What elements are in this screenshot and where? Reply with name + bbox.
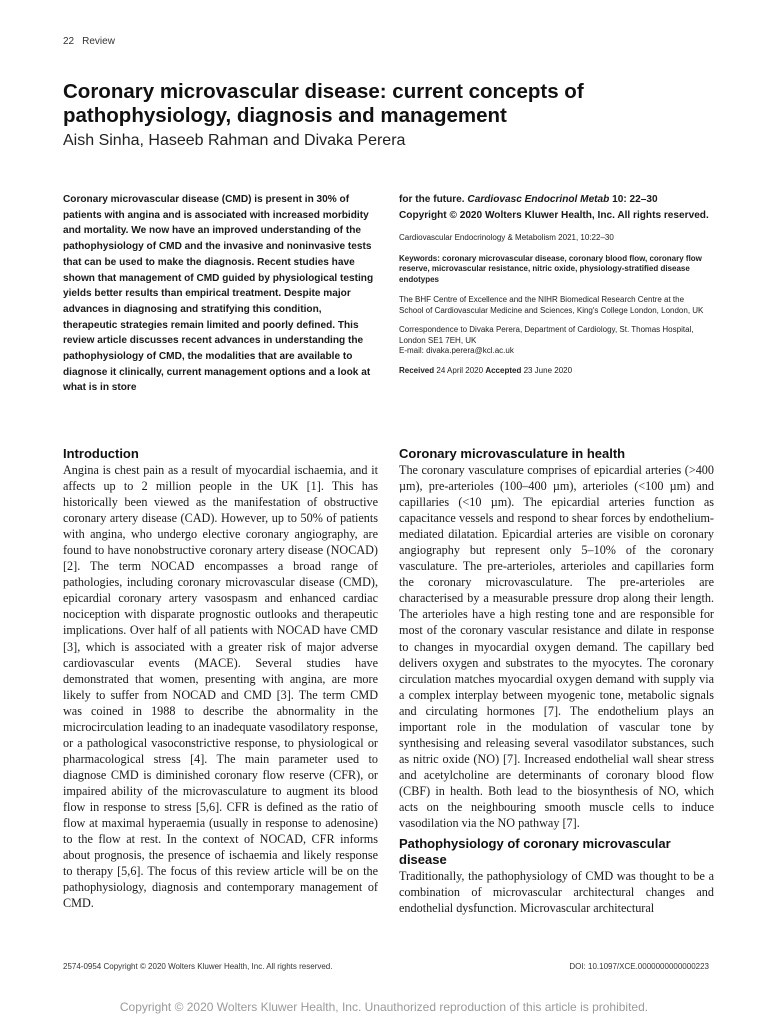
- received-date: 24 April 2020: [436, 365, 484, 375]
- abstract-copyright: Copyright © 2020 Wolters Kluwer Health, Inc. All rights reserved.: [399, 209, 709, 221]
- citation-details: 10: 22–30: [612, 194, 658, 205]
- running-header: [63, 36, 115, 47]
- page-number: 22: [63, 36, 75, 47]
- author-list: Aish Sinha, Haseeb Rahman and Divaka Perera: [63, 132, 406, 149]
- column-left: [63, 446, 378, 911]
- abstract-end: for the future.: [399, 194, 465, 205]
- article-dates: [399, 366, 709, 377]
- correspondence: [399, 325, 709, 357]
- health-text: The coronary vasculature comprises of epicardial arteries (>400 µm), pre-arterioles (100–400 µm), arterioles (<100 µm) and capillaries (<10 µm). The epicardial arteries function as capacitance vessels and respond to shear forces by endothelium-mediated dilatation. Epicardial arteries are visible on coronary angiography but represent only 5–10% of the coronary vasculature. The pre-arterioles, arterioles and capillaries form the coronary microvasculature. The pre-arterioles are characterised by a measurable pressure drop along their length. The arterioles have a high resting tone and are responsible for most of the coronary vascular resistance and dilate in response to changes in myocardial oxygen demand. The capillary bed delivers oxygen and substrates to the myocytes. The coronary circulation matches myocardial oxygen demand with supply via a complex interplay between myogenic tone, metabolic signals and circulating hormones [7]. The endothelium plays an important role in the modulation of vascular tone by synthesising and releasing several vasodilator substances, such as nitric oxide (NO) [7]. Increased endothelial wall shear stress and acetylcholine are determinants of coronary blood flow (CBF) in health. Both lead to the biosynthesis of NO, which acts on the neighbouring smooth muscle cells to induce vasodilation via the NO pathway [7].: [399, 463, 714, 831]
- abstract-sidebar: [399, 192, 709, 376]
- pathophysiology-text: Traditionally, the pathophysiology of CMD was thought to be a combination of microvascular architectural changes and endothelial dysfunction. Microvascular architectural: [399, 869, 714, 916]
- affiliation: The BHF Centre of Excellence and the NIHR Biomedical Research Centre at the School of Cardiovascular Medicine and Sciences, King's College London, London, UK: [399, 295, 704, 315]
- received-label: Received: [399, 365, 435, 375]
- health-heading: Coronary microvasculature in health: [399, 446, 626, 461]
- citation-journal: Cardiovasc Endocrinol Metab: [467, 194, 610, 205]
- journal-line: Cardiovascular Endocrinology & Metabolism 2021, 10:22–30: [399, 233, 614, 243]
- email-link[interactable]: E-mail: divaka.perera@kcl.ac.uk: [399, 346, 514, 356]
- introduction-text: Angina is chest pain as a result of myocardial ischaemia, and it affects up to 2 million people in the UK [1]. This has historically been viewed as the manifestation of obstructive coronary artery disease (CAD). However, up to 50% of patients with angina, who undergo elective coronary angiography, are found to have nonobstructive coronary artery disease (NOCAD) [2]. The term NOCAD encompasses a broad range of pathologies, including coronary microvascular disease (CMD), epicardial coronary artery vasospasm and enhanced cardiac nociception with disparate prognostic outlooks and therapeutic implications. Over half of all patients with NOCAD have CMD [3], which is associated with a greater risk of major adverse cardiovascular events (MACE). Several studies have demonstrated that women, presenting with angina, are more likely to suffer from NOCAD and CMD [3]. The term CMD was coined in 1988 to describe the abnormality in the microcirculation leading to an inadequate vasodilatory response, or a pathological vasoconstrictive response, to physiological or pharmacological stress [4]. The main parameter used to diagnose CMD is diminished coronary flow reserve (CFR), or impaired ability of the microvasculature to augment its blood flow in response to stress [5,6]. CFR is defined as the ratio of flow at maximal hyperaemia (usually in response to adenosine) to the flow at rest. In the context of NOCAD, CFR informs about prognosis, the presence of ischaemia and likely response to therapy [5,6]. The focus of this review article will be on the pathophysiology, diagnosis and contemporary management of CMD.: [63, 463, 378, 911]
- pathophysiology-heading: Pathophysiology of coronary microvascular disease: [399, 836, 671, 868]
- keywords: Keywords: coronary microvascular disease, coronary blood flow, coronary flow reserve, microvascular resistance, nitric oxide, physiology-stratified disease endotypes: [399, 253, 702, 284]
- copyright-notice: Copyright © 2020 Wolters Kluwer Health, Inc. Unauthorized reproduction of this article is prohibited.: [119, 1000, 649, 1014]
- accepted-label: Accepted: [485, 365, 522, 375]
- article-title: Coronary microvascular disease: current concepts of pathophysiology, diagnosis and management: [63, 80, 584, 127]
- correspondence-address: Correspondence to Divaka Perera, Department of Cardiology, St. Thomas Hospital, London SE1 7EH, UK: [399, 325, 694, 345]
- abstract-text: Coronary microvascular disease (CMD) is present in 30% of patients with angina and is associated with increased morbidity and mortality. We now have an improved understanding of the pathophysiology of CMD and the invasive and noninvasive tests that can be used to make the diagnosis. Recent studies have shown that management of CMD guided by physiological testing yields better results than empirical treatment. Despite major advances in diagnosing and stratifying this condition, therapeutic strategies remain limited and poorly defined. This review article discusses recent advances in understanding the pathophysiology of CMD, the modalities that are available to diagnose it clinically, current management options and a look at what is in store: [63, 194, 374, 394]
- accepted-date: 23 June 2020: [523, 365, 573, 375]
- abstract-continuation: [399, 192, 709, 223]
- column-right: [399, 446, 714, 916]
- article-type: Review: [82, 36, 115, 47]
- introduction-heading: Introduction: [63, 446, 139, 461]
- footer-issn: 2574-0954 Copyright © 2020 Wolters Kluwer Health, Inc. All rights reserved.: [63, 962, 333, 971]
- footer-doi[interactable]: DOI: 10.1097/XCE.0000000000000223: [569, 962, 709, 971]
